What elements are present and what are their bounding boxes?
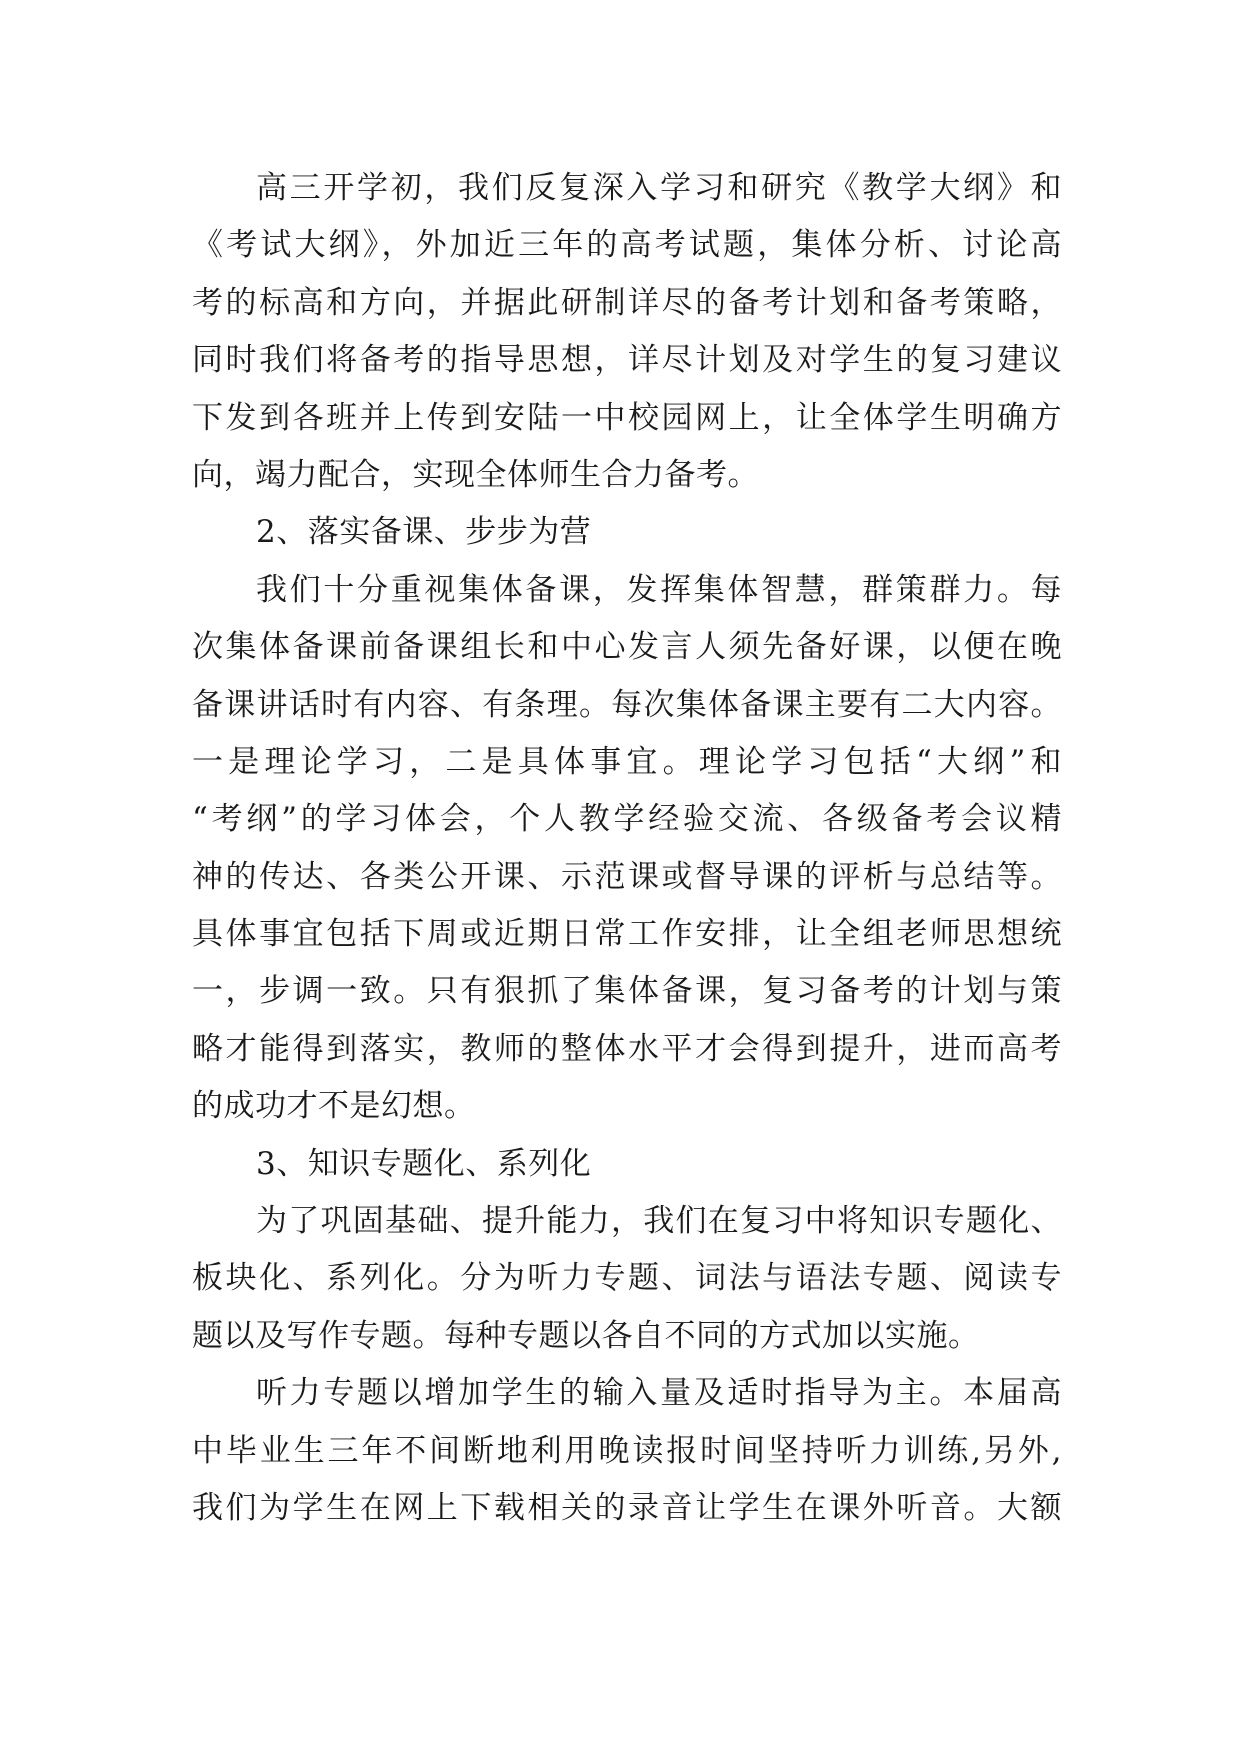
text-line: 一，步调一致。只有狠抓了集体备课，复习备考的计划与策 (192, 973, 1062, 1010)
paragraph (192, 160, 1062, 504)
text-line: 《考试大纲》，外加近三年的高考试题，集体分析、讨论高 (192, 227, 1062, 264)
text-line: 向，竭力配合，实现全体师生合力备考。 (192, 456, 759, 493)
text-line: 听力专题以增加学生的输入量及适时指导为主。本届高 (256, 1375, 1062, 1412)
section-heading (192, 504, 1062, 561)
paragraph (192, 1365, 1062, 1537)
text-line: 略才能得到落实，教师的整体水平才会得到提升，进而高考 (192, 1030, 1062, 1067)
text-line: 中毕业生三年不间断地利用晚读报时间坚持听力训练,另外, (192, 1432, 1062, 1469)
text-line: 下发到各班并上传到安陆一中校园网上，让全体学生明确方 (192, 399, 1062, 436)
text-line: 题以及写作专题。每种专题以各自不同的方式加以实施。 (192, 1317, 980, 1354)
text-line: 2、落实备课、步步为营 (256, 514, 592, 551)
text-line: 次集体备课前备课组长和中心发言人须先备好课，以便在晚 (192, 629, 1062, 666)
paragraph (192, 1193, 1062, 1365)
text-line: 备课讲话时有内容、有条理。每次集体备课主要有二大内容。 (192, 686, 1062, 723)
text-line: 我们十分重视集体备课，发挥集体智慧，群策群力。每 (256, 571, 1062, 608)
document-body (192, 160, 1062, 1537)
text-line: 的成功才不是幻想。 (192, 1088, 476, 1125)
text-line: 板块化、系列化。分为听力专题、词法与语法专题、阅读专 (192, 1260, 1062, 1297)
text-line: 为了巩固基础、提升能力，我们在复习中将知识专题化、 (256, 1203, 1062, 1240)
text-line: 同时我们将备考的指导思想，详尽计划及对学生的复习建议 (192, 342, 1062, 379)
text-line: 高三开学初，我们反复深入学习和研究《教学大纲》和 (256, 170, 1062, 206)
paragraph (192, 562, 1062, 1136)
text-line: 一是理论学习，二是具体事宜。理论学习包括“大纲”和 (192, 743, 1062, 780)
section-heading (192, 1136, 1062, 1193)
text-line: “考纲”的学习体会，个人教学经验交流、各级备考会议精 (192, 801, 1062, 838)
text-line: 具体事宜包括下周或近期日常工作安排，让全组老师思想统 (192, 916, 1062, 953)
text-line: 神的传达、各类公开课、示范课或督导课的评析与总结等。 (192, 858, 1062, 895)
text-line: 我们为学生在网上下载相关的录音让学生在课外听音。大额 (192, 1489, 1062, 1526)
text-line: 考的标高和方向，并据此研制详尽的备考计划和备考策略， (192, 284, 1062, 321)
text-line: 3、知识专题化、系列化 (256, 1145, 592, 1182)
